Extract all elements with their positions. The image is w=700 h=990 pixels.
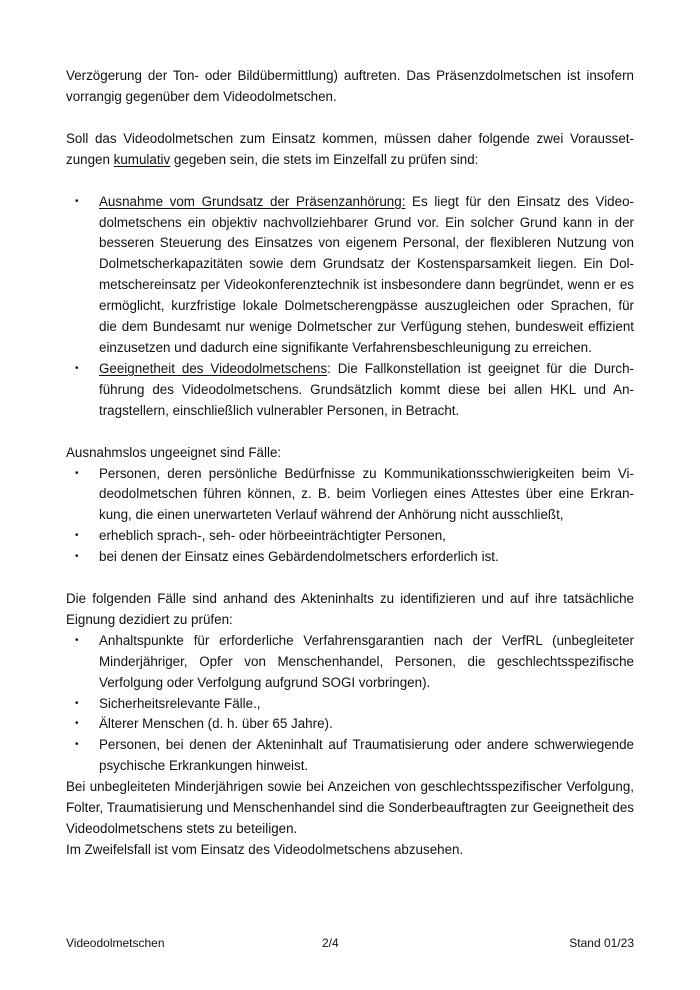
unsuitable-text: Personen, deren persönliche Bedürfnisse zu Kommunikationsschwierigkeiten beim Videodolmetschen führen können, z. B. beim Vorliegen eines Attestes über eine Erkrankung, die einen unerwarteten Verlauf während der Anhörung nicht ausschließt, — [99, 465, 634, 523]
check-text: Älterer Menschen (d. h. über 65 Jahre). — [99, 716, 333, 732]
paragraph-requirements-intro — [66, 129, 634, 171]
requirement-text: : Die Fallkonstellation ist geeignet für die Durchführung des Videodolmetschens. Grundsätzlich kommt diese bei allen HKL und Antragstellern, einschließlich vulnerabler Personen, in Betracht. — [99, 360, 635, 418]
footer-page-number: 2/4 — [322, 936, 339, 950]
bullet-icon: • — [75, 739, 79, 751]
list-item-check — [66, 694, 634, 715]
bullet-icon: • — [75, 530, 79, 542]
check-list — [66, 631, 634, 777]
list-item-requirement — [66, 359, 634, 422]
list-item-check — [66, 631, 634, 694]
paragraph-doubt: Im Zweifelsfall ist vom Einsatz des Videodolmetschens abzusehen. — [66, 841, 464, 857]
bullet-icon: • — [75, 195, 79, 207]
check-text: Personen, bei denen der Akteninhalt auf Traumatisierung oder andere schwerwiegende psychische Erkrankungen hinweist. — [99, 737, 634, 774]
list-item-unsuitable — [66, 526, 634, 547]
requirements-intro-text-a: Soll das Videodolmetschen zum Einsatz kommen, müssen daher folgende zwei Voraussetzungen — [66, 130, 634, 167]
paragraph-intro: Verzögerung der Ton- oder Bildübermittlung) auftreten. Das Präsenzdolmetschen ist insofern vorrangig gegenüber dem Videodolmetschen. — [66, 68, 634, 104]
requirements-intro-text-b: gegeben sein, die stets im Einzelfall zu prüfen sind: — [170, 151, 479, 167]
paragraph-minors: Bei unbegleiteten Minderjährigen sowie bei Anzeichen von geschlechtsspezifischer Verfolgung, Folter, Traumatisierung und Menschenhandel sind die Sonderbeauftragten zur Geeignetheit des Videodolmetschens stets zu beteiligen. — [66, 779, 634, 836]
footer-version: Stand 01/23 — [569, 936, 634, 950]
footer-title: Videodolmetschen — [66, 936, 165, 950]
bullet-icon: • — [75, 551, 79, 563]
bullet-icon: • — [75, 467, 79, 479]
unsuitable-list — [66, 464, 634, 569]
unsuitable-text: bei denen der Einsatz eines Gebärdendolmetschers erforderlich ist. — [99, 549, 499, 565]
bullet-icon: • — [75, 697, 79, 709]
requirements-list — [66, 192, 634, 422]
page-footer — [66, 933, 634, 951]
bullet-icon: • — [75, 362, 79, 374]
check-text: Sicherheitsrelevante Fälle., — [99, 695, 261, 711]
requirement-title: Ausnahme vom Grundsatz der Präsenzanhörung: — [99, 193, 406, 209]
bullet-icon: • — [75, 634, 79, 646]
check-text: Anhaltspunkte für erforderliche Verfahrensgarantien nach der VerfRL (unbegleiteter Minderjähriger, Opfer von Menschenhandel, Personen, die geschlechtsspezifische Verfolgung oder Verfolgung aufgrund SOGI vorbringen). — [99, 632, 634, 690]
bullet-icon: • — [75, 718, 79, 730]
document-body — [66, 66, 634, 861]
list-item-check — [66, 714, 634, 735]
list-item-unsuitable — [66, 464, 634, 527]
requirements-intro-underlined: kumulativ — [113, 151, 171, 167]
list-item-check — [66, 735, 634, 777]
requirement-title: Geeignetheit des Videodolmetschens — [99, 360, 328, 376]
unsuitable-heading: Ausnahmslos ungeeignet sind Fälle: — [66, 444, 282, 460]
list-item-requirement — [66, 192, 634, 359]
unsuitable-text: erheblich sprach-, seh- oder hörbeeinträchtigter Personen, — [99, 528, 446, 544]
check-heading: Die folgenden Fälle sind anhand des Akteninhalts zu identifizieren und auf ihre tatsächliche Eignung dezidiert zu prüfen: — [66, 591, 634, 627]
list-item-unsuitable — [66, 547, 634, 568]
requirement-text: Es liegt für den Einsatz des Videodolmetschens ein objektiv nachvollziehbarer Grund vor. Ein solcher Grund kann in der besseren Steuerung des Einsatzes von eigenem Personal, der flexibleren Nutzung von Dolmetscherkapazitäten sowie dem Grundsatz der Kostensparsamkeit liegen. Ein Dolmetschereinsatz per Videokonferenztechnik ist insbesondere dann begründet, wenn er es ermöglicht, kurzfristige lokale Dolmetscherengpässe auszugleichen oder Sprachen, für die dem Bundesamt nur wenige Dolmetscher zur Verfügung stehen, bundesweit effizient einzusetzen und dadurch eine signifikante Verfahrensbeschleunigung zu erreichen. — [99, 193, 634, 355]
